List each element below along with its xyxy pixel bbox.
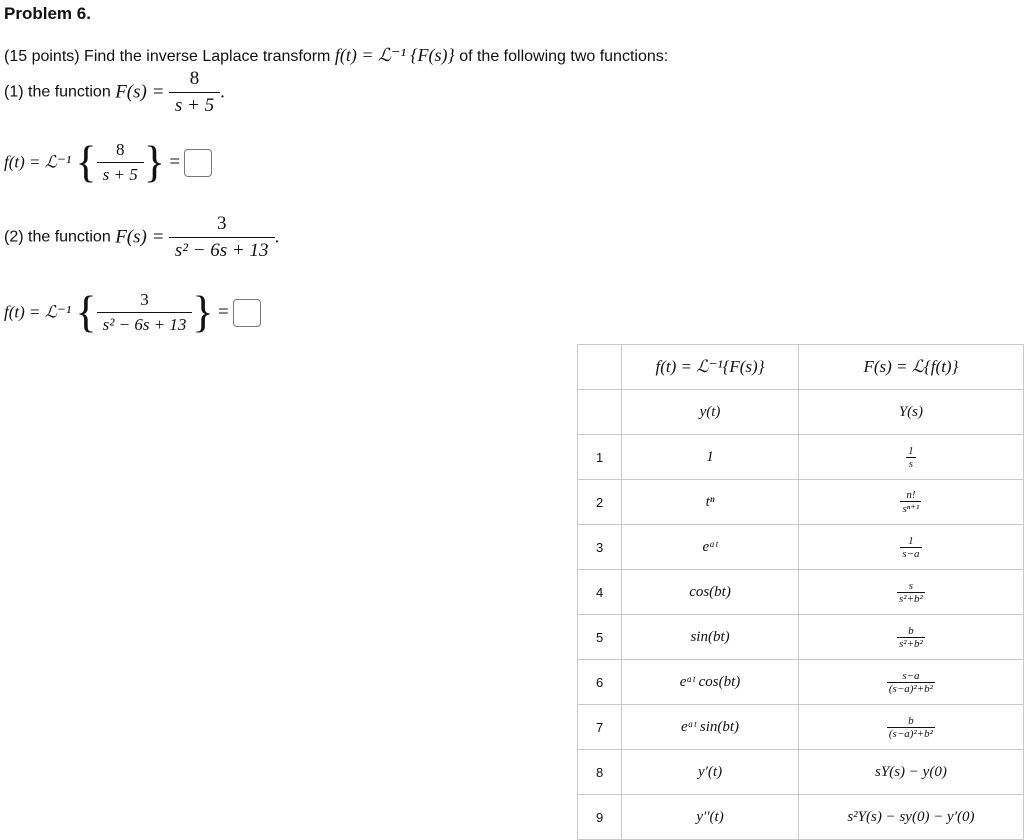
intro-suffix: of the following two functions: — [459, 48, 669, 65]
subheader-Fs: Y(s) — [798, 390, 1023, 435]
row-Fs-fraction — [887, 670, 935, 695]
row-Fs: s²Y(s) − sy(0) − y′(0) — [798, 795, 1023, 840]
part2-definition — [4, 213, 279, 262]
table-row — [578, 795, 1024, 840]
table-row — [578, 435, 1024, 480]
row-index: 9 — [578, 795, 622, 840]
row-Fs — [798, 615, 1023, 660]
part2-numerator: 3 — [169, 213, 275, 238]
row-ft: eᵃᵗ sin(bt) — [622, 705, 799, 750]
part2-eq-lhs: f(t) = ℒ⁻¹ — [4, 302, 72, 322]
row-Fs-denominator: (s−a)²+b² — [888, 727, 933, 740]
row-Fs-fraction — [900, 535, 921, 560]
row-Fs-denominator: (s−a)²+b² — [888, 682, 933, 695]
intro-math: f(t) = ℒ⁻¹ {F(s)} — [334, 45, 455, 65]
row-Fs-denominator: sⁿ⁺¹ — [902, 503, 920, 515]
part2-eq-denominator: s² − 6s + 13 — [102, 315, 187, 334]
table-row — [578, 705, 1024, 750]
row-Fs-fraction — [897, 580, 925, 605]
row-index: 8 — [578, 750, 622, 795]
row-Fs-numerator: b — [897, 625, 925, 638]
table-row — [578, 480, 1024, 525]
row-Fs-numerator: s−a — [887, 670, 935, 683]
header-Fs: F(s) = ℒ{f(t)} — [798, 345, 1023, 390]
part1-definition — [4, 68, 225, 117]
part2-period: . — [274, 226, 280, 248]
row-Fs — [798, 570, 1023, 615]
row-index: 7 — [578, 705, 622, 750]
problem-title: Problem 6. — [4, 4, 91, 23]
row-Fs-denominator: s²+b² — [899, 592, 923, 605]
part2-label: (2) the function — [4, 228, 111, 246]
part2-F-lhs: F(s) = — [115, 226, 165, 248]
row-ft: eᵃᵗ — [622, 525, 799, 570]
table-row — [578, 660, 1024, 705]
row-Fs — [798, 660, 1023, 705]
row-Fs — [798, 480, 1023, 525]
laplace-table-grid — [577, 344, 1024, 840]
table-subheader-row — [578, 390, 1024, 435]
row-index: 5 — [578, 615, 622, 660]
row-Fs-fraction — [906, 445, 916, 470]
row-ft: tⁿ — [622, 480, 799, 525]
part2-equals: = — [218, 301, 229, 323]
row-ft: sin(bt) — [622, 615, 799, 660]
row-Fs-numerator: n! — [900, 489, 921, 502]
part1-F-lhs: F(s) = — [115, 81, 165, 103]
part2-right-brace: } — [192, 287, 214, 337]
row-index: 3 — [578, 525, 622, 570]
part2-equation — [4, 287, 261, 337]
part1-eq-lhs: f(t) = ℒ⁻¹ — [4, 152, 72, 172]
laplace-table — [577, 344, 1024, 840]
row-ft: y′(t) — [622, 750, 799, 795]
row-index: 4 — [578, 570, 622, 615]
part1-eq-numerator: 8 — [97, 140, 144, 163]
table-row — [578, 615, 1024, 660]
row-ft: 1 — [622, 435, 799, 480]
part2-denominator: s² − 6s + 13 — [174, 240, 269, 261]
row-ft: y′′(t) — [622, 795, 799, 840]
row-Fs-fraction — [897, 625, 925, 650]
part2-fraction — [169, 213, 275, 262]
row-Fs-numerator: 1 — [900, 535, 921, 548]
part1-fraction — [169, 68, 220, 117]
part1-period: . — [220, 81, 225, 103]
table-header-row — [578, 345, 1024, 390]
part1-answer-input[interactable] — [184, 149, 212, 177]
part1-eq-denominator: s + 5 — [102, 165, 138, 184]
header-ft: f(t) = ℒ⁻¹{F(s)} — [622, 345, 799, 390]
part2-eq-numerator: 3 — [97, 290, 193, 313]
part2-left-brace: { — [75, 287, 97, 337]
row-Fs-numerator: 1 — [908, 444, 914, 457]
row-ft: cos(bt) — [622, 570, 799, 615]
row-Fs: sY(s) − y(0) — [798, 750, 1023, 795]
row-Fs-denominator: s−a — [902, 547, 920, 560]
intro-prefix: (15 points) Find the inverse Laplace transform — [4, 48, 331, 65]
problem-intro — [4, 45, 668, 66]
part1-denominator: s + 5 — [174, 95, 215, 116]
part1-label: (1) the function — [4, 83, 111, 101]
row-Fs — [798, 435, 1023, 480]
header-index — [578, 345, 622, 390]
row-Fs-numerator: b — [887, 715, 935, 728]
subheader-ft: y(t) — [622, 390, 799, 435]
part1-eq-fraction — [97, 140, 144, 185]
row-index: 6 — [578, 660, 622, 705]
row-Fs — [798, 525, 1023, 570]
row-ft: eᵃᵗ cos(bt) — [622, 660, 799, 705]
row-Fs-fraction — [887, 715, 935, 740]
table-row — [578, 570, 1024, 615]
part1-equals: = — [169, 151, 181, 173]
row-Fs — [798, 705, 1023, 750]
row-index: 2 — [578, 480, 622, 525]
subheader-index — [578, 390, 622, 435]
part1-numerator: 8 — [169, 68, 220, 93]
table-row — [578, 750, 1024, 795]
part1-equation — [4, 137, 212, 187]
table-row — [578, 525, 1024, 570]
part1-right-brace: } — [143, 137, 165, 187]
part2-answer-input[interactable] — [233, 299, 261, 327]
row-Fs-fraction — [900, 489, 921, 515]
row-Fs-denominator: s²+b² — [899, 637, 923, 650]
row-Fs-numerator: s — [897, 580, 925, 593]
row-index: 1 — [578, 435, 622, 480]
part2-eq-fraction — [97, 290, 193, 335]
row-Fs-denominator: s — [908, 457, 914, 470]
part1-left-brace: { — [75, 137, 97, 187]
